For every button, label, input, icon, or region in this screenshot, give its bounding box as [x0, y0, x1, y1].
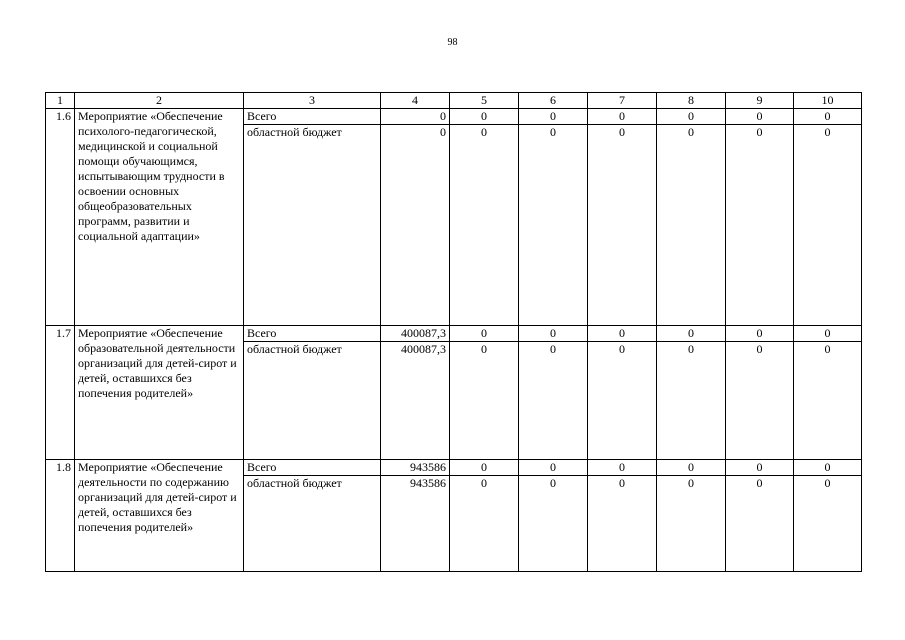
funding-source: Всего: [244, 109, 381, 125]
funding-source: областной бюджет: [244, 125, 381, 326]
value-cell: 0: [657, 460, 726, 476]
value-cell: 0: [519, 460, 588, 476]
value-cell: 0: [450, 342, 519, 460]
value-cell: 0: [519, 326, 588, 342]
value-cell: 0: [588, 125, 657, 326]
value-cell: 0: [726, 125, 794, 326]
table-row: [46, 109, 862, 125]
measure-title: Мероприятие «Обеспечение деятельности по содержанию организаций для детей-сирот и детей, оставшихся без попечения родителей»: [75, 460, 244, 572]
value-cell: 0: [726, 460, 794, 476]
funding-source: областной бюджет: [244, 476, 381, 572]
value-cell: 400087,3: [381, 326, 450, 342]
value-cell: 0: [450, 460, 519, 476]
header-cell: 5: [450, 93, 519, 109]
value-cell: 0: [519, 342, 588, 460]
funding-source: Всего: [244, 460, 381, 476]
measure-title: Мероприятие «Обеспечение психолого-педагогической, медицинской и социальной помощи обучающимся, испытывающим трудности в освоении основных общеобразовательных программ, развитии и социальной адаптации»: [75, 109, 244, 326]
header-cell: 8: [657, 93, 726, 109]
value-cell: 400087,3: [381, 342, 450, 460]
value-cell: 0: [588, 109, 657, 125]
header-cell: 6: [519, 93, 588, 109]
row-number: 1.6: [46, 109, 75, 326]
header-cell: 4: [381, 93, 450, 109]
value-cell: 0: [450, 476, 519, 572]
header-cell: 3: [244, 93, 381, 109]
value-cell: 0: [450, 326, 519, 342]
value-cell: 943586: [381, 460, 450, 476]
value-cell: 0: [519, 476, 588, 572]
value-cell: 0: [519, 125, 588, 326]
funding-source: Всего: [244, 326, 381, 342]
value-cell: 0: [794, 125, 862, 326]
value-cell: 0: [726, 342, 794, 460]
funding-source: областной бюджет: [244, 342, 381, 460]
value-cell: 0: [794, 109, 862, 125]
value-cell: 0: [726, 326, 794, 342]
header-cell: 7: [588, 93, 657, 109]
value-cell: 0: [588, 460, 657, 476]
budget-table: [45, 92, 862, 572]
value-cell: 0: [726, 109, 794, 125]
table-row: [46, 460, 862, 476]
value-cell: 0: [450, 125, 519, 326]
value-cell: 0: [588, 476, 657, 572]
value-cell: 0: [794, 342, 862, 460]
value-cell: 0: [519, 109, 588, 125]
column-numbers-row: [46, 93, 862, 109]
value-cell: 0: [657, 125, 726, 326]
header-cell: 9: [726, 93, 794, 109]
value-cell: 0: [657, 476, 726, 572]
header-cell: 10: [794, 93, 862, 109]
page-number: 98: [447, 37, 458, 48]
header-cell: 2: [75, 93, 244, 109]
row-number: 1.7: [46, 326, 75, 460]
value-cell: 0: [657, 342, 726, 460]
value-cell: 0: [381, 125, 450, 326]
value-cell: 943586: [381, 476, 450, 572]
row-number: 1.8: [46, 460, 75, 572]
value-cell: 0: [657, 109, 726, 125]
value-cell: 0: [794, 326, 862, 342]
measure-title: Мероприятие «Обеспечение образовательной деятельности организаций для детей-сирот и детей, оставшихся без попечения родителей»: [75, 326, 244, 460]
value-cell: 0: [726, 476, 794, 572]
table-row: [46, 326, 862, 342]
value-cell: 0: [794, 460, 862, 476]
value-cell: 0: [794, 476, 862, 572]
value-cell: 0: [588, 342, 657, 460]
value-cell: 0: [450, 109, 519, 125]
header-cell: 1: [46, 93, 75, 109]
value-cell: 0: [657, 326, 726, 342]
value-cell: 0: [588, 326, 657, 342]
value-cell: 0: [381, 109, 450, 125]
